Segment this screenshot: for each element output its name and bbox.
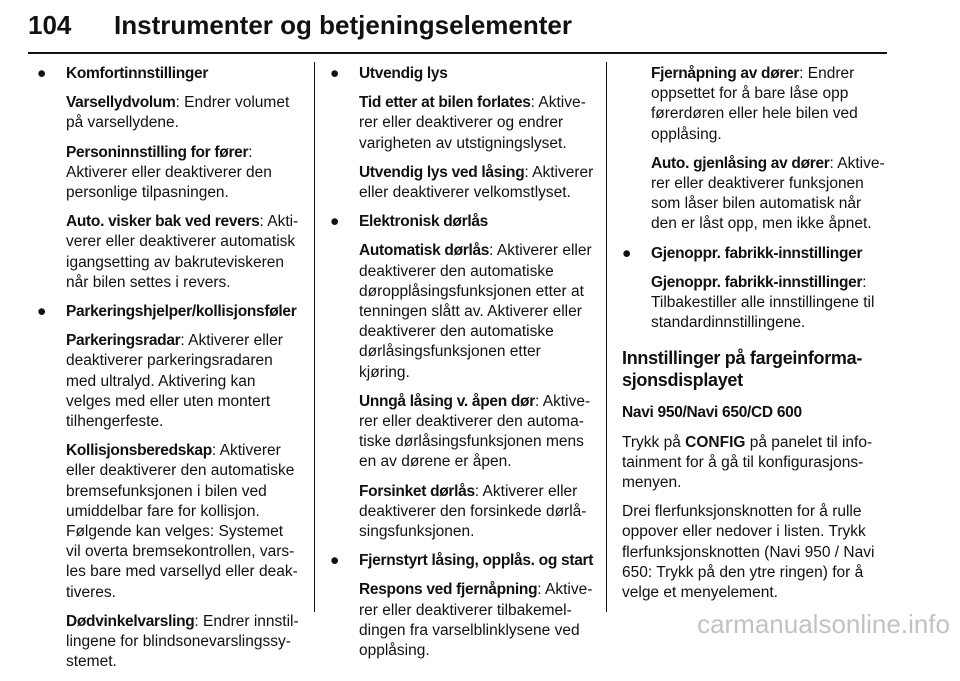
bullet-icon: ● (330, 552, 340, 570)
section-komfortinnstillinger (37, 64, 301, 293)
paragraph-knob: Drei flerfunksjonsknotten for å rulle oppover eller nedover i listen. Trykk flerfunksjonsknotten (Navi 950 / Navi 650: Trykk på den ytre ringen) for å velge et menyelement. (622, 503, 875, 602)
watermark: carmanualsonline.info (697, 609, 950, 639)
setting-item (359, 241, 594, 382)
setting-item (651, 154, 888, 235)
setting-term: Kollisjonsberedskap (66, 442, 212, 460)
section-fjernstyrt-lasing (330, 551, 594, 661)
setting-desc: : Aktiverer eller deaktiverer velkomstlyset. (359, 163, 594, 202)
paragraph-config (622, 433, 888, 494)
section-gjenoppr (622, 244, 888, 334)
setting-desc: : Aktiverer eller deaktiverer funksjonen som låser bilen automatisk når den er låst opp, men ikke åpnet. (651, 154, 885, 233)
setting-item (359, 163, 594, 203)
setting-term: Forsinket dørlås (359, 482, 475, 500)
section-fjernstyrt-cont (622, 64, 888, 235)
bullet-icon: ● (37, 303, 47, 321)
setting-desc: : Aktiverer eller deaktiverer den automatiske dørlåsingsfunksjonen mens en av dørene er åpen. (359, 392, 591, 471)
para-text: på panelet til infotainment for å gå til konfigurasjonsmenyen. (622, 433, 873, 492)
bullet-icon: ● (330, 65, 340, 82)
config-key-label: CONFIG (685, 433, 746, 451)
column-divider-2 (606, 62, 607, 612)
section-title: Utvendig lys (359, 65, 448, 82)
section-utvendig-lys (330, 64, 594, 203)
setting-term: Auto. gjenlåsing av dører (651, 154, 830, 172)
setting-item (359, 392, 594, 473)
setting-desc: : Endrer volumet på varsellydene. (66, 94, 290, 132)
subsection-heading: Innstillinger på fargeinformasjonsdisplayet (622, 348, 863, 391)
bullet-icon: ● (330, 213, 340, 231)
setting-item (651, 273, 888, 334)
setting-item (66, 143, 301, 204)
setting-term: Tid etter at bilen forlates (359, 94, 531, 112)
setting-item (66, 612, 301, 673)
setting-term: Personinnstilling for fører (66, 143, 249, 161)
setting-desc: : Aktiverer eller deaktiverer den personlige tilpasningen. (66, 143, 272, 202)
setting-desc: : Aktiverer eller deaktiverer parkeringsradaren med ultralyd. Aktivering kan velges med eller uten montert tilhengerfeste. (66, 332, 283, 431)
para-text: Trykk på (622, 433, 686, 451)
setting-item (359, 93, 594, 154)
setting-desc: : Aktiverer eller deaktiverer tilbakemeldingen fra varselblinklysene ved opplåsing. (359, 581, 593, 660)
section-elektronisk-dorlas (330, 212, 594, 542)
setting-desc: : Endrer oppsettet for å bare låse opp førerdøren eller hele bilen ved opplåsing. (651, 65, 858, 143)
setting-term: Gjenoppr. fabrikk-innstillinger (651, 273, 863, 291)
setting-desc: : Endrer innstillingene for blindsonevarslingssystemet. (66, 612, 299, 671)
setting-item (66, 93, 301, 133)
page-title: Instrumenter og betjeningselementer (114, 10, 572, 40)
page-number: 104 (28, 10, 72, 40)
header-rule (28, 52, 887, 54)
setting-item (651, 64, 888, 145)
setting-item (359, 482, 594, 543)
page-header (0, 0, 960, 50)
column-3 (622, 64, 888, 612)
column-2 (330, 64, 594, 670)
setting-term: Varsellydvolum (66, 94, 176, 112)
bullet-icon: ● (37, 65, 47, 82)
setting-term: Utvendig lys ved låsing (359, 163, 525, 181)
section-title: Parkeringshjelper/kollisjonsføler (66, 303, 297, 321)
setting-desc: : Aktiverer eller deaktiverer den forsinkede dørlåsingsfunksjonen. (359, 482, 587, 541)
setting-desc: : Tilbakestiller alle innstillingene til standardinnstillingene. (651, 273, 875, 332)
section-title: Elektronisk dørlås (359, 213, 488, 231)
setting-term: Auto. visker bak ved revers (66, 213, 260, 231)
section-title: Komfortinnstillinger (66, 65, 209, 82)
column-1 (37, 64, 301, 681)
setting-item (66, 441, 301, 603)
section-parkeringshjelper (37, 302, 301, 672)
setting-term: Fjernåpning av dører (651, 65, 800, 82)
setting-item (66, 212, 301, 293)
section-title: Gjenoppr. fabrikk-innstillinger (651, 244, 863, 262)
model-heading: Navi 950/Navi 650/CD 600 (622, 404, 802, 422)
setting-item (66, 331, 301, 432)
bullet-icon: ● (622, 244, 632, 262)
setting-desc: : Aktiverer eller deaktiverer den automatiske bremsefunksjonen i bilen ved umiddelbar fare for kollisjon. Følgende kan velges: Systemet vil overta bremsekontrollen, varsles bare med varsellyd eller deaktiveres. (66, 442, 298, 601)
section-title: Fjernstyrt låsing, opplås. og start (359, 552, 594, 570)
setting-term: Automatisk dørlås (359, 242, 490, 260)
column-divider-1 (314, 62, 315, 612)
setting-desc: : Aktiverer eller deaktiverer den automatiske døropplåsingsfunksjonen etter at tenningen slått av. Aktiverer eller deaktiverer den automatiske dørlåsingsfunksjonen etter kjøring. (359, 242, 592, 381)
setting-term: Unngå låsing v. åpen dør (359, 392, 535, 410)
setting-term: Dødvinkelvarsling (66, 612, 195, 630)
setting-term: Parkeringsradar (66, 332, 181, 350)
setting-item (359, 580, 594, 661)
setting-desc: : Aktiverer eller deaktiverer automatisk igangsetting av bakruteviskeren når bilen settes i revers. (66, 213, 299, 291)
setting-term: Respons ved fjernåpning (359, 581, 538, 599)
setting-desc: : Aktiverer eller deaktiverer og endrer varigheten av utstigningslyset. (359, 94, 586, 152)
